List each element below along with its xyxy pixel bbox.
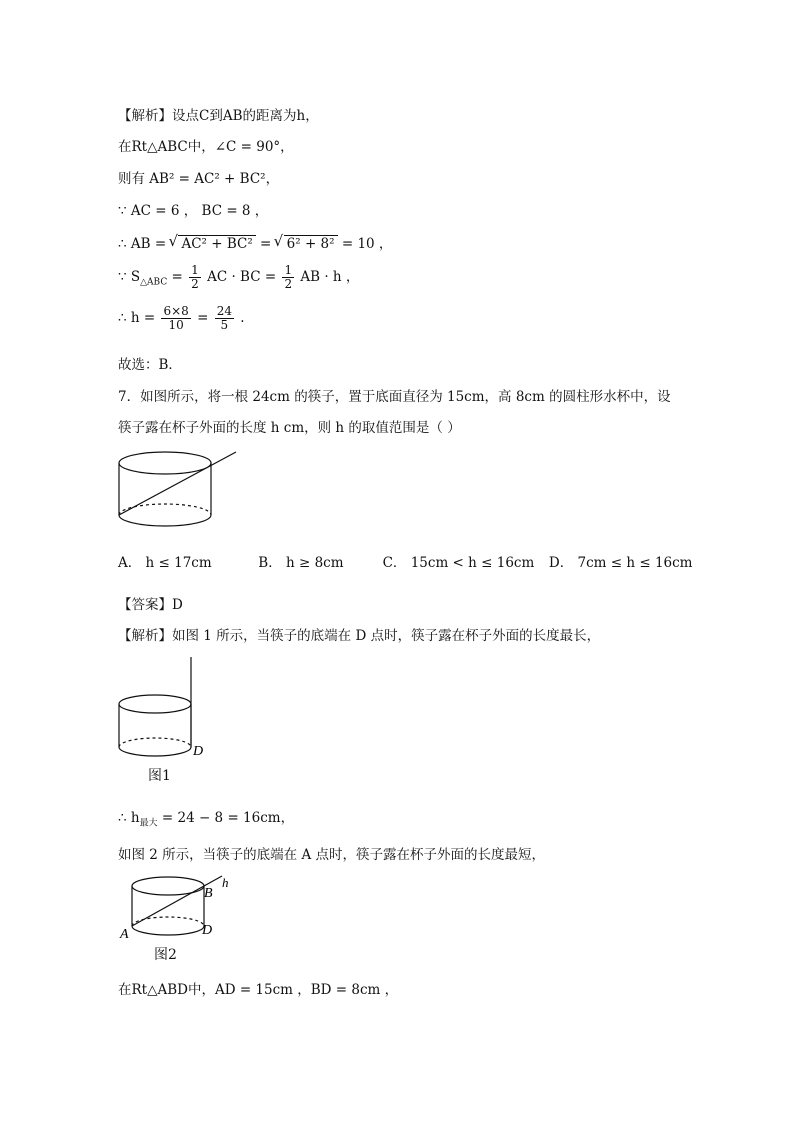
solution1-line6 <box>118 264 359 291</box>
solution1-line4: ∵ AC = 6 ， BC = 8 ， <box>118 203 269 219</box>
frac-den: 2 <box>191 277 199 291</box>
solution2-line4: 在Rt△ABD中，AD = 15cm ，BD = 8cm ， <box>118 982 399 998</box>
solution2-line3: 如图 2 所示，当筷子的底端在 A 点时，筷子露在杯子外面的长度最短， <box>118 847 546 863</box>
question7-cup-figure <box>116 448 246 533</box>
choice-c[interactable]: C． 15cm < h ≤ 16cm <box>382 555 535 571</box>
l6-sub: △ABC <box>140 277 168 288</box>
solution1-line2: 在Rt△ABC中，∠C = 90°， <box>118 139 294 155</box>
choice-d[interactable]: D． 7cm ≤ h ≤ 16cm <box>548 555 693 571</box>
frac-num: 24 <box>216 304 232 318</box>
l5-mid: = <box>260 236 272 252</box>
h-max-symbol: ∴ h <box>118 810 140 826</box>
l7-eq: = <box>197 310 209 326</box>
figure2-caption: 图2 <box>154 947 177 963</box>
solution1-line1: 【解析】设点C到AB的距离为h， <box>118 108 319 124</box>
l5-pre: ∴ AB = <box>118 236 167 252</box>
choice-b[interactable]: B． h ≥ 8cm <box>258 555 344 571</box>
label-a: A <box>120 927 129 942</box>
figure1-caption: 图1 <box>148 768 171 784</box>
figure2-cup-diagonal-chopstick <box>116 870 246 945</box>
fraction-24-5 <box>215 305 234 332</box>
l6-post: AB · h ， <box>300 269 360 285</box>
choice-a[interactable]: A． h ≤ 17cm <box>118 555 212 571</box>
question7-stem-line2: 筷子露在杯子外面的长度 h cm，则 h 的取值范围是（ ） <box>118 420 461 436</box>
question7-stem-line1: 7．如图所示，将一根 24cm 的筷子，置于底面直径为 15cm，高 8cm 的圆柱形水杯中，设 <box>118 389 671 405</box>
solution1-line3: 则有 AB² = AC² + BC²， <box>118 171 280 187</box>
h-max-value: = 24 − 8 = 16cm， <box>157 810 295 826</box>
frac-num: 6×8 <box>163 304 189 318</box>
frac-num: 1 <box>284 263 293 277</box>
l6-mid: AC · BC = <box>207 269 277 285</box>
label-d: D <box>193 744 204 759</box>
l7-pre: ∴ h = <box>118 310 156 326</box>
sqrt-ac-bc: √ AC² + BC² <box>178 235 255 252</box>
frac-num: 1 <box>191 263 199 277</box>
h-max-subscript: 最大 <box>139 818 158 829</box>
l6-pre: ∵ S <box>118 269 141 285</box>
sqrt-6-8: √ 6² + 8² <box>284 235 338 252</box>
solution1-line8: 故选：B． <box>118 357 182 373</box>
frac-den: 2 <box>284 277 293 291</box>
l7-post: . <box>240 310 245 326</box>
label-b: B <box>204 886 213 901</box>
solution1-line7 <box>118 305 245 332</box>
label-d: D <box>202 923 213 938</box>
fraction-half-1 <box>189 264 201 291</box>
question7-choices <box>118 551 692 571</box>
frac-den: 10 <box>168 318 184 332</box>
fraction-6x8-10 <box>161 305 190 332</box>
l5-post: = 10 ， <box>341 236 393 252</box>
frac-den: 5 <box>220 318 229 332</box>
figure1-cup-vertical-chopstick <box>116 655 216 763</box>
solution2-line2 <box>118 806 294 829</box>
label-h: h <box>222 875 229 890</box>
l6-eq: = <box>171 269 183 285</box>
answer-line: 【答案】D <box>118 597 183 613</box>
solution2-line1: 【解析】如图 1 所示，当筷子的底端在 D 点时，筷子露在杯子外面的长度最长， <box>118 628 601 644</box>
solution1-line5 <box>118 232 392 252</box>
fraction-half-2 <box>282 264 294 291</box>
